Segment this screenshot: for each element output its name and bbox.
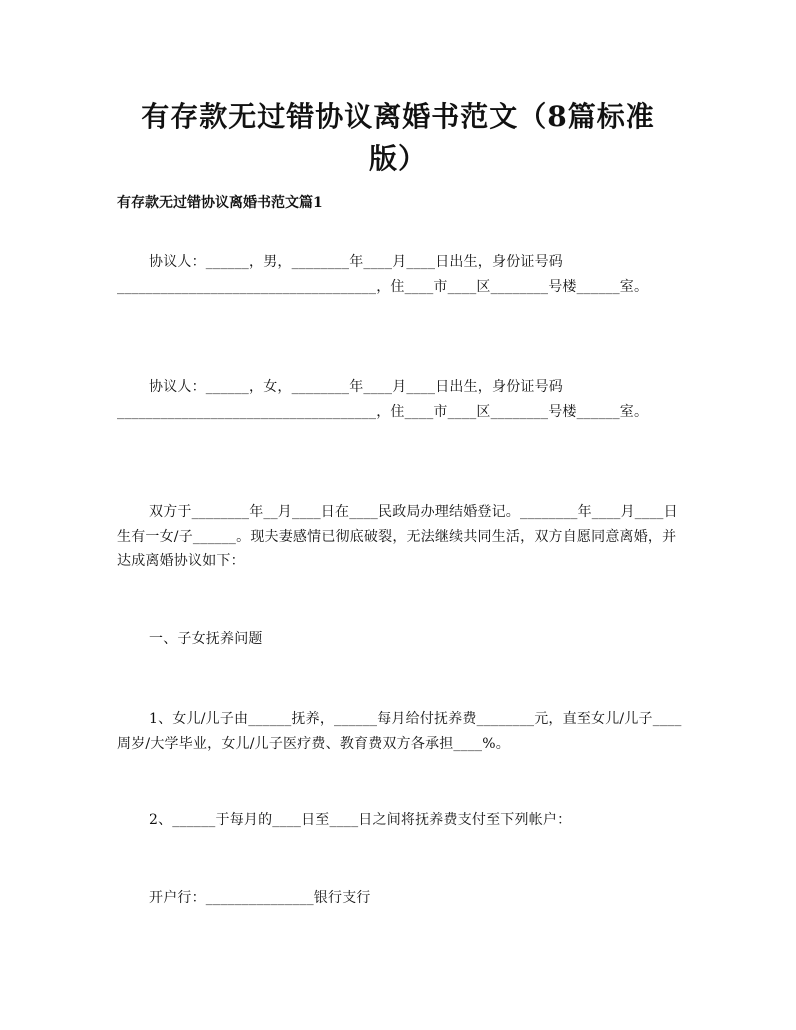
paragraph-marriage-info: 双方于________年__月____日在____民政局办理结婚登记。________年____月____日生有一女/子______。现夫妻感情已彻底破裂，无法继续共同生活，双方自愿同意离婚，并达成离婚协议如下： (117, 504, 678, 569)
section-heading: 有存款无过错协议离婚书范文篇1 (117, 195, 323, 211)
paragraph-payment: 2、______于每月的____日至____日之间将抚养费支付至下列帐户： (149, 812, 572, 828)
paragraph-party-female: 协议人：______，女，________年____月____日出生，身份证号码____________________________________，住____市____区________号楼______室。 (117, 379, 649, 420)
paragraph-party-male: 协议人：______，男，________年____月____日出生，身份证号码____________________________________，住____市____区________号楼______室。 (117, 254, 649, 295)
document-title: 有存款无过错协议离婚书范文（8篇标准版） (141, 100, 655, 175)
paragraph-bank: 开户行：_______________银行支行 (149, 890, 371, 906)
paragraph-child-heading: 一、子女抚养问题 (149, 631, 263, 647)
paragraph-custody: 1、女儿/儿子由______抚养，______每月给付抚养费________元，直至女儿/儿子____周岁/大学毕业，女儿/儿子医疗费、教育费双方各承担____%。 (117, 711, 682, 752)
